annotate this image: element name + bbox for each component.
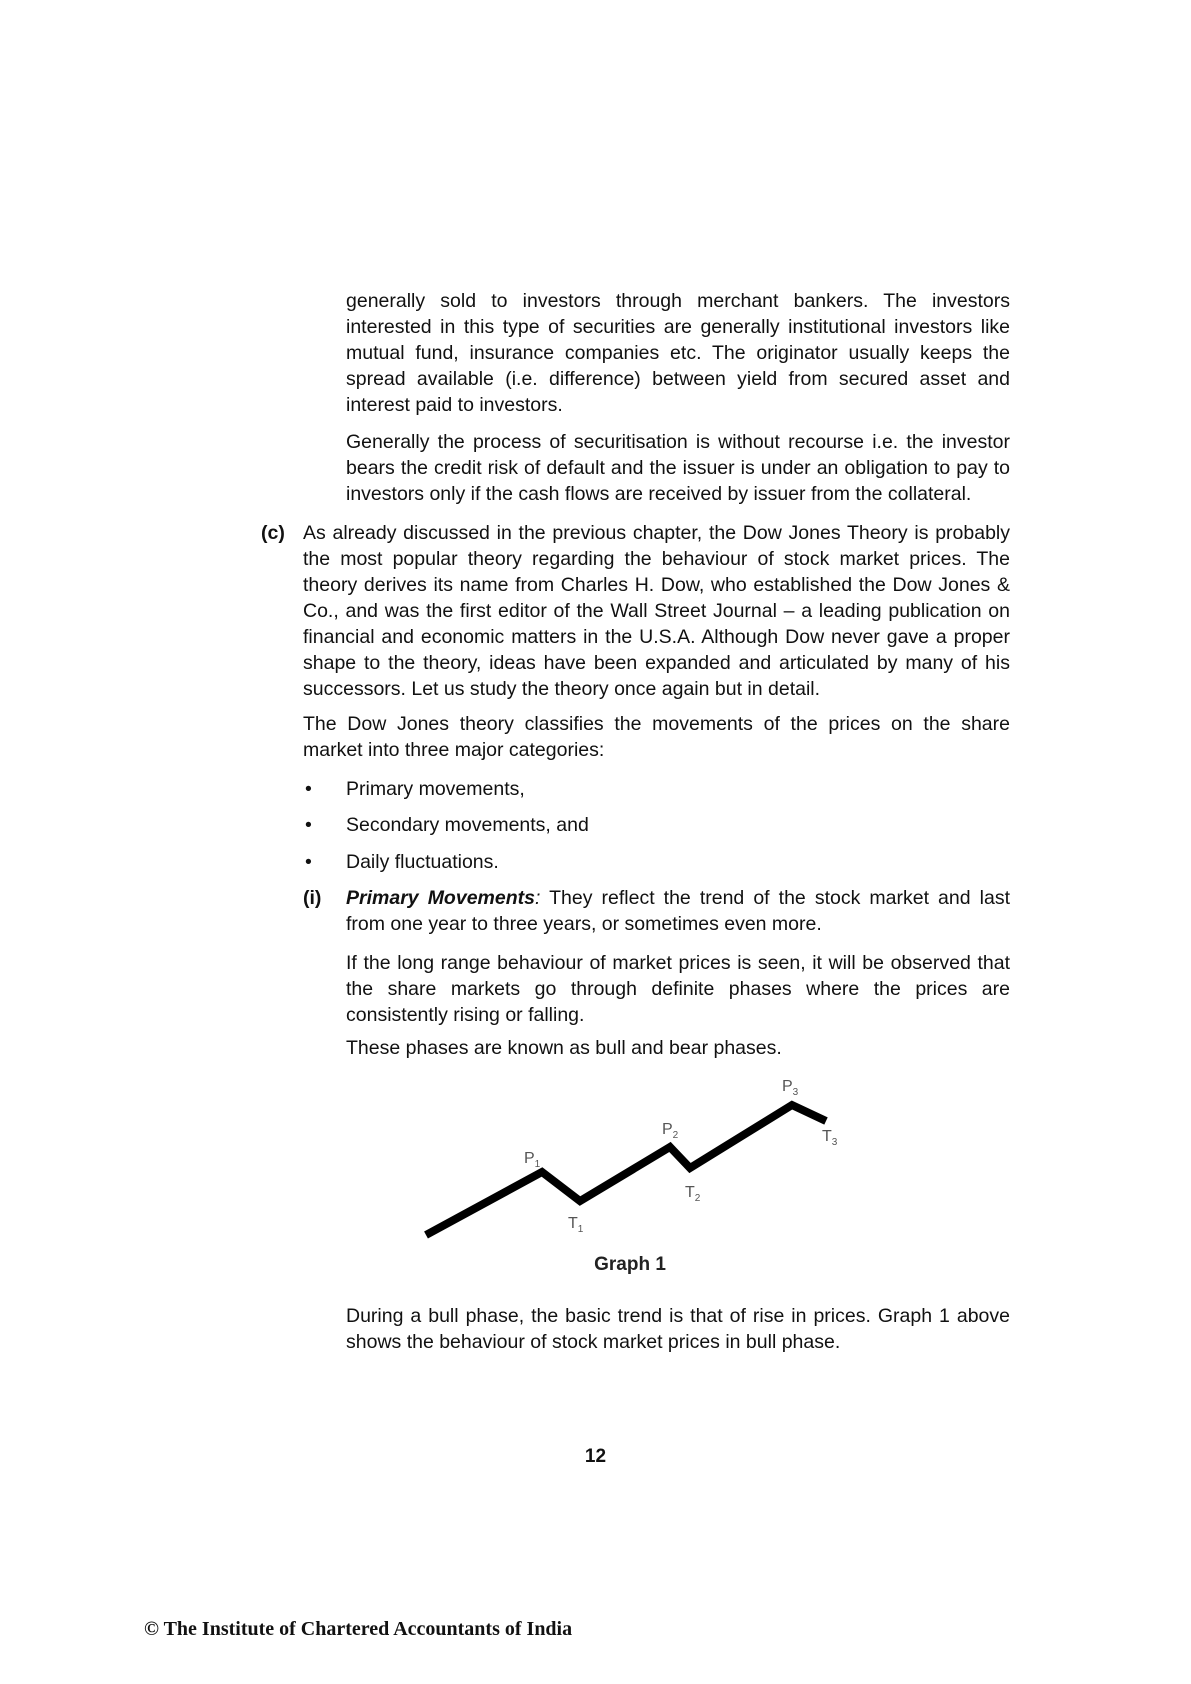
page-number: 12 bbox=[584, 1446, 607, 1467]
intro-paragraph-2: Generally the process of securitisation is without recourse i.e. the investor bears the credit risk of default and the issuer is under an obligation to pay to investors only if the cash flows are received by issuer from the collateral. bbox=[346, 431, 1010, 505]
heading-colon: : bbox=[534, 887, 541, 909]
label-t3: $T_3$ bbox=[822, 1128, 838, 1148]
label-t2: $T_2$ bbox=[685, 1184, 701, 1204]
section-c-label: (c) bbox=[261, 522, 285, 544]
label-t1: $T_1$ bbox=[568, 1215, 584, 1235]
bullet-marker: • bbox=[305, 814, 312, 836]
subsection-i-paragraph-2: These phases are known as bull and bear phases. bbox=[346, 1037, 782, 1059]
section-c-paragraph-2: The Dow Jones theory classifies the movements of the prices on the share market into three major categories: bbox=[303, 713, 1010, 761]
primary-movements-heading: Primary Movements bbox=[346, 887, 535, 909]
bullet-marker: • bbox=[305, 851, 312, 873]
closing-paragraph: During a bull phase, the basic trend is that of rise in prices. Graph 1 above shows the behaviour of stock market prices in bull phase. bbox=[346, 1305, 1010, 1353]
copyright-footer: © The Institute of Chartered Accountants of India bbox=[144, 1618, 573, 1640]
bullet-item: Primary movements, bbox=[346, 778, 525, 800]
bull-phase-graph bbox=[420, 1075, 860, 1275]
bullet-item: Daily fluctuations. bbox=[346, 851, 499, 873]
intro-paragraph-1: generally sold to investors through merchant bankers. The investors interested in this type of securities are generally institutional investors like mutual fund, insurance companies etc. The originator usually keeps the spread available (i.e. difference) between yield from secured asset and interest paid to investors. bbox=[346, 290, 1010, 416]
graph-caption: Graph 1 bbox=[594, 1254, 666, 1275]
section-c-paragraph-1: As already discussed in the previous chapter, the Dow Jones Theory is probably the most popular theory regarding the behaviour of stock market prices. The theory derives its name from Charles H. Dow, who established the Dow Jones & Co., and was the first editor of the Wall Street Journal – a leading publication on financial and economic matters in the U.S.A. Although Dow never gave a proper shape to the theory, ideas have been expanded and articulated by many of his successors. Let us study the theory once again but in detail. bbox=[303, 522, 1010, 700]
label-p3: $P_3$ bbox=[782, 1078, 799, 1098]
primary-movements-paragraph bbox=[346, 885, 1010, 937]
price-trend-line bbox=[426, 1105, 826, 1235]
label-p2: $P_2$ bbox=[662, 1121, 679, 1141]
label-p1: $P_1$ bbox=[524, 1150, 541, 1170]
bullet-marker: • bbox=[305, 778, 312, 800]
subsection-i-paragraph-1: If the long range behaviour of market prices is seen, it will be observed that the share markets go through definite phases where the prices are consistently rising or falling. bbox=[346, 952, 1010, 1026]
subsection-i-label: (i) bbox=[303, 887, 322, 909]
bullet-item: Secondary movements, and bbox=[346, 814, 589, 836]
primary-movements-text: They reflect the trend of the stock market and last from one year to three years, or sometimes even more. bbox=[346, 887, 1010, 935]
